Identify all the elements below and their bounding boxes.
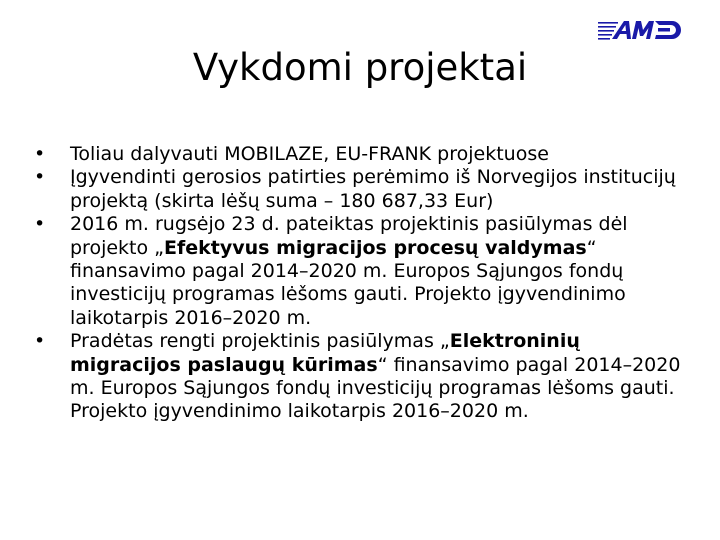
bullet-mark: • bbox=[34, 143, 46, 165]
bullet-text-pre: 2016 m. rugsėjo 23 d. pateiktas projektinis pasiūlymas dėl projekto „ bbox=[70, 213, 628, 259]
bullet-item bbox=[34, 213, 694, 330]
bullet-item bbox=[34, 143, 694, 166]
bullet-mark: • bbox=[34, 166, 46, 189]
bullet-mark: • bbox=[34, 213, 46, 236]
project-name-bold: Efektyvus migracijos procesų valdymas bbox=[164, 236, 587, 259]
ame-logo-icon bbox=[598, 18, 682, 42]
bullet-mark: • bbox=[34, 330, 46, 353]
bullet-list bbox=[34, 143, 694, 424]
bullet-text-pre: Pradėtas rengti projektinis pasiūlymas „ bbox=[70, 330, 450, 353]
bullet-item bbox=[34, 330, 694, 424]
bullet-item bbox=[34, 166, 694, 213]
slide-title: Vykdomi projektai bbox=[192, 46, 528, 89]
bullet-text: Toliau dalyvauti MOBILAZE, EU-FRANK projektuose bbox=[70, 143, 549, 165]
bullet-text-post: “ finansavimo pagal 2014–2020 m. Europos Sąjungos fondų investicijų programas lėšoms gauti. Projekto įgyvendinimo laikotarpis 2016–2020 m. bbox=[70, 236, 626, 329]
project-name-bold: Elektroninių migracijos paslaugų kūrimas bbox=[70, 330, 580, 376]
bullet-text: Įgyvendinti gerosios patirties perėmimo iš Norvegijos institucijų projektą (skirta lėšų suma – 180 687,33 Eur) bbox=[70, 166, 676, 212]
bullet-text-post: “ finansavimo pagal 2014–2020 m. Europos Sąjungos fondų investicijų programas lėšoms gauti. Projekto įgyvendinimo laikotarpis 2016–2020 m. bbox=[70, 353, 681, 423]
